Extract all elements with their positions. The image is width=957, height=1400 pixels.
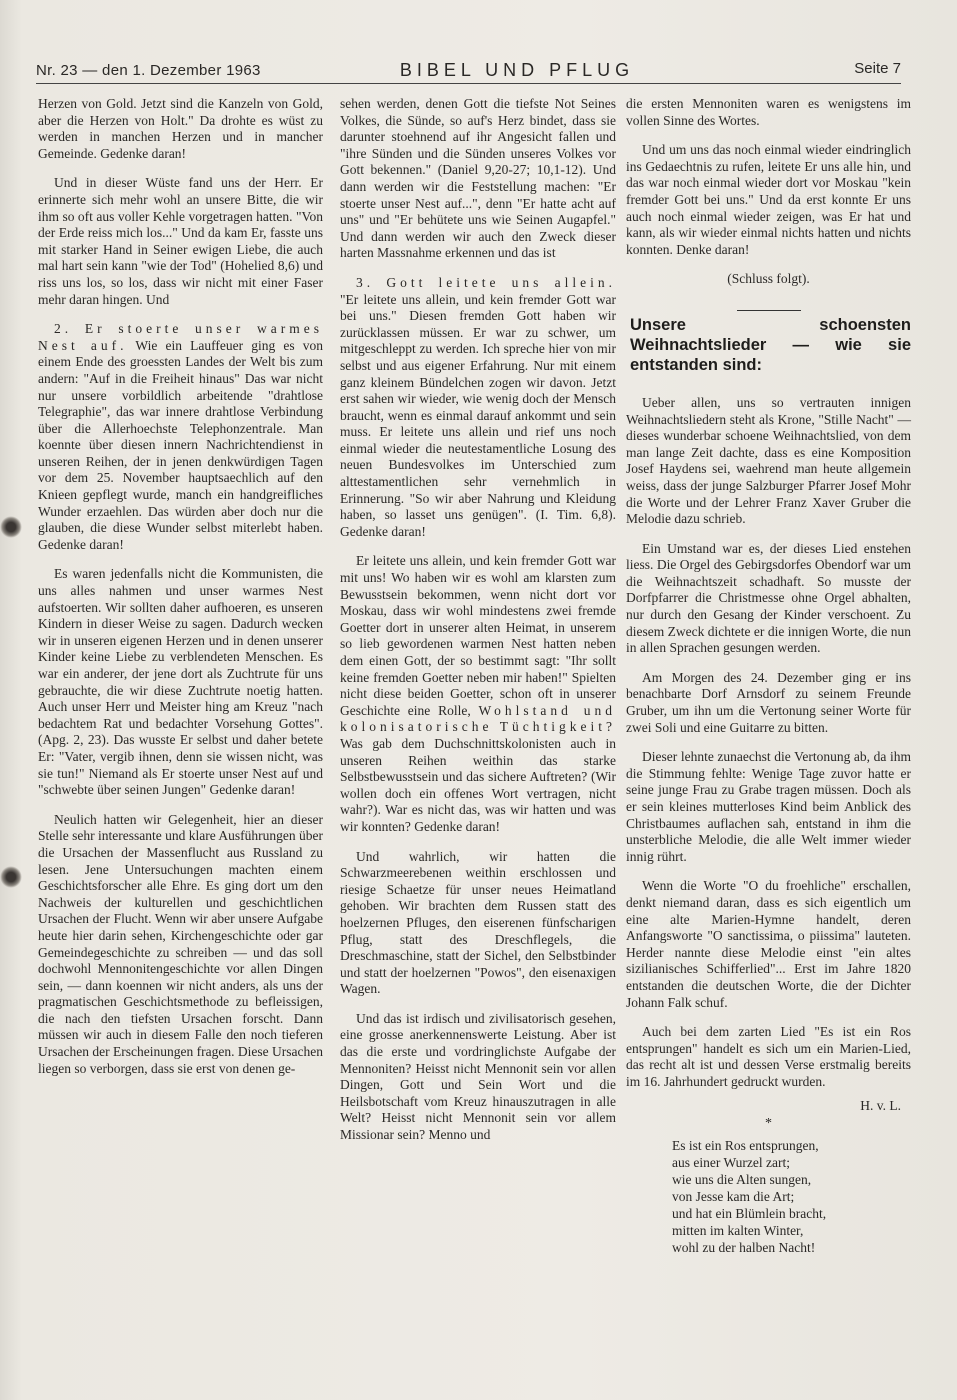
publication-title: BIBEL UND PFLUG xyxy=(399,60,635,80)
poem-line: wohl zu der halben Nacht! xyxy=(672,1239,816,1255)
poem-line: Es ist ein Ros entsprungen, xyxy=(672,1137,819,1153)
paragraph: Es waren jedenfalls nicht die Kommunisten, die uns alles nahmen und unser warmes Nest aufstoerten. Wir sollten daher aufhoeren, es unseren Kindern in dieser Weise zu sagen. Dadurch wecken wir in unseren eigenen Herzen und in denen unserer Kinder keine Liebe zu verblendeten Menschen. Es war ein anderer, der jene dort als Zuchtrute für uns gebrauchte, die wir diese Zuchtrute noetig hatten. Auch unser Herr und Meister hing am Kreuz "nach bedachtem Rat und bedachter Vorsehung Gottes". (Apg. 2, 23). Das wusste Er selbst und daher betete Er: "Vater, vergib ihnen, denn sie wissen nicht, was sie tun!" Niemand als Er stoerte unser Nest auf und "schwebte über seinen Jungen" Gedenke daran! xyxy=(38,566,323,798)
poem-line: wie uns die Alten sungen, xyxy=(672,1171,812,1187)
paragraph-text: Was gab dem Duchschnittskolonisten auch in unseren Reihen weithin das starke Selbstbewusstsein und das sichere Auftreten? (Wir wollen doch ein offenes Wort vertragen, nicht wahr?). War es nicht das, was wir hatten und was wir konnten? Gedenke daran! xyxy=(340,735,616,834)
asterisk-divider: * xyxy=(765,1116,772,1132)
column-3 xyxy=(626,96,911,1256)
paragraph: sehen werden, denen Gott die tiefste Not Seines Volkes, die Sünde, so auf's Herz bindet, dass sie darunter stoehnend auf ihr Angesicht fallen und "ihre Sünden und die Sünden unseres Volkes vor Gott bekennen." (Daniel 9,20-27; 10,1-12). Und dann werden wir die Feststellung machen: "Er stoerte unser Nest auf...", denn "Er hatte acht auf uns" und "Er behütete uns wie Seinen Augapfel." Und dann werden wir auch den Zweck dieser harten Massnahme erkennen und das ist xyxy=(340,96,616,261)
paragraph: Ueber allen, uns so vertrauten innigen Weihnachtsliedern steht als Krone, "Stille Nacht" — dieses wunderbar schoene Weihnachtslied, von dem man lange Zeit dachte, dass es eine Komposition Josef Haydens sei, waehrend man heute allgemein weiss, dass der junge Salzburger Pfarrer Josef Mohr die Worte und der Lehrer Franz Xaver Gruber die Melodie dazu schrieb. xyxy=(626,394,911,527)
paragraph: Und das ist irdisch und zivilisatorisch gesehen, eine grosse anerkennenswerte Leistung. Aber ist das die erste und vordringlichste Aufgabe der Mennoniten? Heisst nicht Mennonit sein vor allen Dingen, Gott und Sein Wort und die Heilsbotschaft vom Kreuz hinauszutragen in alle Welt? Heisst nicht Mennonit sein vor allem Missionar sein? Menno und xyxy=(340,1010,616,1143)
issue-date: Nr. 23 — den 1. Dezember 1963 xyxy=(36,62,261,79)
paragraph: Auch bei dem zarten Lied "Es ist ein Ros entsprungen" handelt es sich um ein Marien-Lied, das recht alt ist und dessen Verse erstmalig bereits im 16. Jahrhundert gedruckt wurden. xyxy=(626,1024,911,1089)
paragraph-text: Er leitete uns allein, und kein fremder Gott war mit uns! Wo haben wir es wohl am klarsten zum Bewusstsein bekommen, wenn nicht dort vor Moskau, dass wir wohl mindestens zwei fremde Goetter dort in unserer alten Heimat, in unserem so lieb gewordenen warmen Nest hatten neben dem einen Gott, der so bestimmt sagt: "Ihr sollt keine fremden Goetter neben mir haben!" Spielten nicht diese beiden Goetter, schon oft in unserer Geschichte eine Rolle, xyxy=(340,553,616,718)
paragraph: Dieser lehnte zunaechst die Vertonung ab, da ihm die Stimmung fehlte: Wenige Tage zuvor hatte er seine junge Frau zu Grabe tragen müssen. Doch als er sein kleines mutterloses Kind beim Anblick des Christbaumes auflachen sah, entstand in ihm die unsterbliche Melodie, die alle Welt immer wieder innig rührt. xyxy=(626,749,911,864)
section-heading: 3. Gott leitete uns allein. xyxy=(356,274,616,290)
section-heading: 2. Er stoerte unser warmes Nest auf. xyxy=(38,321,323,353)
paragraph: Und in dieser Wüste fand uns der Herr. Er erinnerte sich mehr wohl an unsere Bitte, die wir ihm so oft aus voller Kehle vorgetragen hatten. "Von der Erde reiss mich los..." Und da kam Er, fasste uns mit starker Hand in Seiner ewigen Liebe, die auch mal hart sein kann "wie der Tod" (Hohelied 8,6) und riss uns los, so los, dass wir nicht mit einer Faser mehr daran hingen. Und xyxy=(38,175,323,307)
punch-hole xyxy=(0,516,22,538)
poem-line: und hat ein Blümlein bracht, xyxy=(672,1205,827,1221)
poem-line: aus einer Wurzel zart; xyxy=(672,1154,791,1170)
paragraph: Und um uns das noch einmal wieder eindringlich ins Gedaechtnis zu rufen, leitete Er uns alle hin, und das war noch einmal wieder dort vor Moskau "kein fremder Gott bei uns." Und da erst konnte Er uns auch noch einmal wieder zeigen, was Er hat und kann, als wir wieder einmal nichts hatten und nichts konnten. Denke daran! xyxy=(626,142,911,257)
poem-line: mitten im kalten Winter, xyxy=(672,1222,804,1238)
paragraph-text: "Er leitete uns allein, und kein fremder Gott war bei uns." Diesen fremden Gott haben wir zurücklassen müssen. Er war zu schwer, um mitgeschleppt zu werden. Ich spreche hier von mir selbst und aus eigener Erfahrung. Nur mit einem ganz kleinem Bündelchen zogen wir davon. Jetzt erst sahen wir wieder, wie wenig doch der Mensch braucht, wenn es einmal darauf ankommt und sein muss. Er leitete uns allein und rief uns noch einmal wieder die neutestamentliche Losung des neuen Bundesvolkes im Unterschied zum alttestamentlichen sehr vernehmlich in Erinnerung. "So wir aber Nahrung und Kleidung haben, so lasset uns genügen". (I. Tim. 6,8). Gedenke daran! xyxy=(340,291,616,539)
continuation-note: (Schluss folgt). xyxy=(727,271,810,287)
header-rule xyxy=(36,83,901,84)
paragraph: Am Morgen des 24. Dezember ging er ins benachbarte Dorf Arnsdorf zu seinem Freunde Gruber, um ihn um die Vertonung seiner Worte für zwei Soli und eine Guitarre zu bitten. xyxy=(626,669,911,735)
section-divider xyxy=(737,310,801,311)
page-number: Seite 7 xyxy=(854,60,901,77)
article-headline: Unsere schoensten Weihnachtslieder — wie sie entstanden sind: xyxy=(630,315,911,374)
paragraph: Herzen von Gold. Jetzt sind die Kanzeln von Gold, aber die Herzen von Holt." Da drohte es wüst zu werden in manchen Herzen und in mancher Gemeinde. Gedenke daran! xyxy=(38,96,323,161)
column-1 xyxy=(38,96,323,1090)
page-header xyxy=(36,58,901,84)
paragraph xyxy=(38,321,323,553)
poem xyxy=(672,1137,911,1256)
paragraph-text: Wie ein Lauffeuer ging es von einem Ende des groessten Landes der Welt bis zum andern: "Auf in die Freiheit hinaus" Das war nicht nur unsere vorbildlich arbeitende "drahtlose Telegraphie", das war innere drahtlose Verbindung über die Allerhoechste Telephonzentrale. Man koennte über diesen innern Nachrichtendienst in unseren Reihen, der in jenen denkwürdigen Tagen vor dem 25. November hauptsaechlich auf den Knieen gepflegt wurde, manch ein handgreifliches Wunder erzaehlen. Das würden aber doch nur die glauben, die diese Wunder selbst miterlebt haben. Gedenke daran! xyxy=(38,337,323,552)
punch-hole xyxy=(0,866,22,888)
column-2 xyxy=(340,96,616,1157)
paragraph: Ein Umstand war es, der dieses Lied enstehen liess. Die Orgel des Gebirgsdorfes Obendorf war um die Weihnachtszeit schadhaft. So musste der Dorfpfarrer die Christmesse ohne Orgel abhalten, nur durch den Gesang der Kinder verschoent. Zu diesem Zweck dichtete er die innigen Worte, die nun in allen Sprachen gesungen werden. xyxy=(626,540,911,656)
paragraph: Neulich hatten wir Gelegenheit, hier an dieser Stelle sehr interessante und klare Ausführungen über die Ursachen der Massenflucht aus Russland zu lesen. Jene Untersuchungen machten einem Geschichtsforscher alle Ehre. Es ging dort um den Nachweis der kulturellen und geschichtlichen Ursachen der Flucht. Wenn wir aber unsere Aufgabe heute hier darin sehen, Kirchengeschichte oder gar Gemeindegeschichte zu schreiben — und das soll dochwohl Mennonitengeschichte vor allen Dingen sein, — dann koennen wir nicht anders, als uns der pragmatischen Geschichtsmethode zu befleissigen, die nach den tiefsten Ursachen forscht. Dann müssen wir auch in diesem Falle den noch tieferen Ursachen der Erscheinungen fragen. Diese Ursachen liegen so verborgen, dass sie erst von denen ge- xyxy=(38,811,323,1076)
paragraph: Und wahrlich, wir hatten die Schwarzmeerebenen weithin erschlossen und riesige Schaetze für unser neues Heimatland gehoben. Wir brachten dem Russen statt des hoelzernen Pfluges, den eiserenen fünfscharigen Pflug, statt des Dreschflegels, die Dreschmaschine, statt der Sichel, den Selbstbinder und statt der hoelzernen "Powos", den eisenaxigen Wagen. xyxy=(340,848,616,997)
poem-line: von Jesse kam die Art; xyxy=(672,1188,795,1204)
paragraph xyxy=(340,553,616,835)
paragraph: die ersten Mennoniten waren es wenigstens im vollen Sinne des Wortes. xyxy=(626,96,911,128)
paragraph xyxy=(340,275,616,541)
paragraph: Wenn die Worte "O du froehliche" erschallen, denkt niemand daran, dass es sich eigentlich um eine alte Marien-Hymne handelt, deren Anfangsworte "O sanctissima, o piissima" lauteten. Herder nannte diese Melodie einst "ein altes sizilianisches Schifferlied"... Erst im Jahre 1820 entstanden die deutschen Worte, die der Dichter Johann Falk schuf. xyxy=(626,878,911,1010)
emphasized-text: Wohlstand und kolonisatorische Tüchtigkeit? xyxy=(340,702,616,735)
author-signature: H. v. L. xyxy=(860,1097,901,1113)
